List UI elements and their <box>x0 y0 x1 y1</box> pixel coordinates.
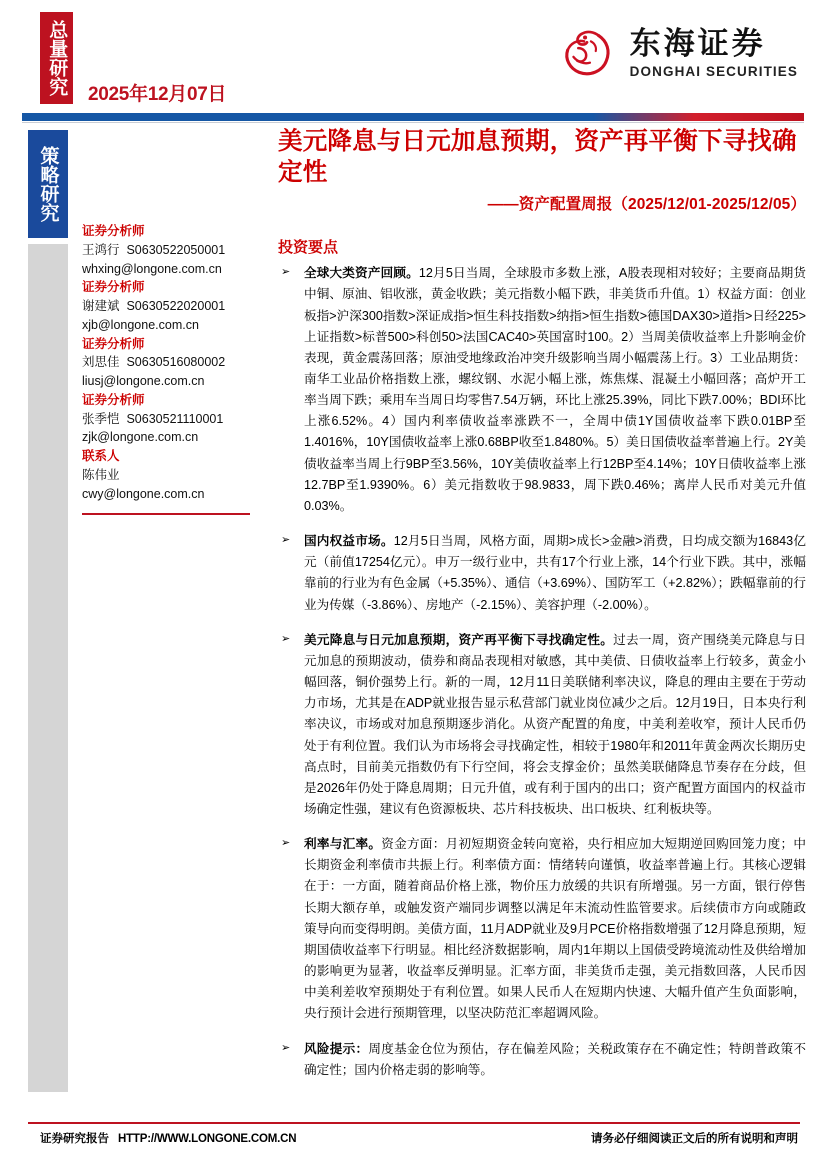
bullet-marker: ➢ <box>281 837 291 850</box>
bullet-body: 12月5日当周，风格方面，周期>成长>金融>消费，日均成交额为16843亿元（前值17254亿元）。申万一级行业中，共有17个行业上涨，14个行业下跌。其中，涨幅靠前的行业为有色金属（+5.35%）、通信（+3.69%）、国防军工（+2.82%）；跌幅靠前的行业为传媒（-3.86%）、房地产（-2.15%）、美容护理（-2.00%）。 <box>304 534 806 612</box>
analyst-entry <box>82 222 254 278</box>
analyst-entry <box>82 335 254 391</box>
bullet-body: 周度基金仓位为预估，存在偏差风险；关税政策存在不确定性；特朗普政策不确定性；国内价格走弱的影响等。 <box>304 1041 807 1077</box>
logo-name-en: DONGHAI SECURITIES <box>629 63 798 79</box>
contact-email[interactable]: cwy@longone.com.cn <box>82 486 205 501</box>
page-title: 美元降息与日元加息预期，资产再平衡下寻找确定性 <box>278 128 797 187</box>
list-item-risk <box>278 1039 806 1081</box>
footer-label: 证券研究报告 <box>40 1133 109 1145</box>
category-tab: 总量研究 <box>40 12 73 104</box>
bullet-lead: 风险提示： <box>304 1041 369 1056</box>
bullet-body: 12月5日当周，全球股市多数上涨，A股表现相对较好；主要商品期货中铜、原油、铝收涨，黄金收跌；美元指数小幅下跌，非美货币升值。1）权益方面：创业板指>沪深300指数>深证成指>恒生科技指数>纳指>恒生指数>德国DAX30>道指>日经225>上证指数>标普500>科创50>法国CAC40>英国富时100。2）当周美债收益率上升影响金价表现，黄金震荡回落；原油受地缘政治冲突升级影响当周小幅震荡上行。3）工业品期货：南华工业品价格指数上涨，螺纹钢、水泥小幅上涨，炼焦煤、混凝土小幅回落；高炉开工率当周下跌；乘用车当周日均零售7.54万辆，环比上涨25.39%，同比下跌7.00%；BDI环比上涨6.52%。4）国内利率债收益率涨跌不一，全周中债1Y国债收益率下跌0.01BP至1.4016%，10Y国债收益率上涨0.68BP收至1.8480%。5）美日国债收益率普遍上行。2Y美债收益率当周上行9BP至3.56%，10Y美债收益率上行12BP至4.14%；10Y日债收益率上涨12.7BP至1.9390%。6）美元指数收于98.9833，周下跌0.46%；离岸人民币对美元升值0.03%。 <box>304 266 806 513</box>
analyst-entry <box>82 447 254 503</box>
dragon-logo-icon <box>556 22 618 84</box>
analyst-email[interactable]: whxing@longone.com.cn <box>82 261 222 276</box>
bullet-marker: ➢ <box>281 632 291 645</box>
analyst-role: 证券分析师 <box>82 392 145 407</box>
contact-name: 陈伟业 <box>82 467 120 482</box>
list-item <box>278 531 806 616</box>
analyst-role: 证券分析师 <box>82 336 145 351</box>
bullet-lead: 全球大类资产回顾。 <box>304 266 419 281</box>
list-item <box>278 630 806 820</box>
list-item <box>278 263 806 517</box>
investment-highlights-heading: 投资要点 <box>278 239 339 257</box>
bullet-body: 资金方面：月初短期资金转向宽裕，央行相应加大短期逆回购回笼力度；中长期资金利率债市共振上行。利率债方面：情绪转向谨慎，收益率普遍上行。其核心逻辑在于：一方面，随着商品价格上涨，物价压力放缓的共识有所增强。另一方面，银行停售长期大额存单，或触发资产端同步调整以满足年末流动性监管要求。后续债市方向或随政策导向而变得明朗。美债方面，11月ADP就业及9月PCE价格指数增强了12月降息预期，短期国债收益率下行明显。相比经济数据影响，周内1年期以上国债受跨境流动性及供给增加的影响更为显著，收益率反弹明显。汇率方面，非美货币走强，美元指数回落，人民币因中美利差收窄预期处于有利位置。如果人民币人在短期内快速、大幅升值产生负面影响，央行预计会进行预期管理，以坚决防范汇率超调风险。 <box>304 837 807 1021</box>
analyst-name: 谢建斌 S0630522020001 <box>82 299 226 313</box>
analyst-email[interactable]: liusj@longone.com.cn <box>82 374 205 388</box>
bullet-lead: 国内权益市场。 <box>304 534 394 549</box>
sidebar-rail <box>28 244 68 1092</box>
bullet-body: 过去一周，资产围绕美元降息与日元加息的预期波动，债券和商品表现相对敏感，其中美债、日债收益率上行较多，黄金小幅回落，铜价强势上行。新的一周，12月11日美联储利率决议，降息的理由主要在于劳动力市场，尤其是在ADP就业报告显示私营部门就业岗位减少之后。12月19日，日本央行利率决议，市场或对加息预期逐步消化。从资产配置的角度，中美利差收窄，预计人民币仍处于有利位置。我们认为市场将会寻找确定性，相较于1980年和2011年黄金两次长期历史高点时，目前美元指数仍有下行空间，将会支撑金价；虽然美联储降息节奏存在分歧，但是2026年仍处于降息周期；日元升值，或有利于国内的出口；资产配置方面国内的权益市场确定性强，建议有色资源板块、芯片科技板块、出口板块、红利板块等。 <box>304 632 807 816</box>
analyst-name: 刘思佳 S0630516080002 <box>82 355 226 370</box>
list-item <box>278 834 806 1024</box>
analyst-email[interactable]: xjb@longone.com.cn <box>82 317 199 332</box>
header-divider <box>22 113 804 121</box>
analyst-list <box>82 222 254 515</box>
footer-disclaimer: 请务必仔细阅读正文后的所有说明和声明 <box>591 1133 798 1145</box>
contact-role: 联系人 <box>82 449 120 463</box>
header-divider-thin <box>22 122 804 123</box>
research-type-tab: 策略研究 <box>28 130 68 238</box>
bullet-marker: ➢ <box>281 534 291 547</box>
bullet-lead: 利率与汇率。 <box>304 837 382 852</box>
analyst-divider <box>82 513 250 515</box>
analyst-name: 张季恺 S0630521110001 <box>82 411 224 426</box>
analyst-email[interactable]: zjk@longone.com.cn <box>82 430 199 445</box>
logo-name-cn: 东海证券 <box>629 25 766 61</box>
bullet-marker: ➢ <box>281 1041 291 1054</box>
analyst-role: 证券分析师 <box>82 280 145 295</box>
analyst-name: 王鸿行 S0630522050001 <box>82 242 226 257</box>
page-subtitle: ——资产配置周报（2025/12/01-2025/12/05） <box>487 196 806 214</box>
footer-left <box>40 1130 296 1146</box>
footer-divider <box>28 1122 800 1124</box>
analyst-entry <box>82 278 254 334</box>
footer-url[interactable]: HTTP://WWW.LONGONE.COM.CN <box>118 1133 297 1145</box>
highlights-list <box>278 263 806 1081</box>
bullet-lead: 美元降息与日元加息预期，资产再平衡下寻找确定性。 <box>304 632 614 647</box>
analyst-role: 证券分析师 <box>82 224 145 238</box>
main-content <box>278 126 806 1095</box>
bullet-marker: ➢ <box>281 266 291 279</box>
company-logo <box>556 22 798 84</box>
analyst-entry <box>82 391 254 447</box>
report-date: 2025年12月07日 <box>88 84 227 105</box>
